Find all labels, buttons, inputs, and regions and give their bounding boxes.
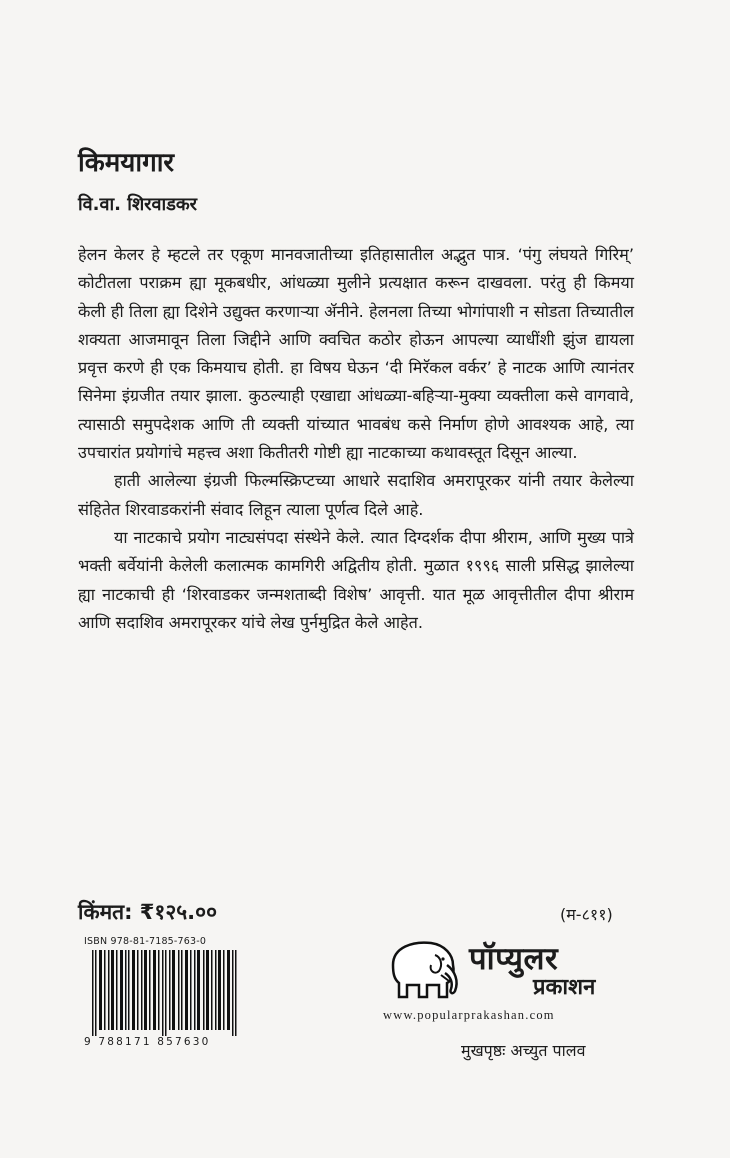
publisher-website[interactable]: www.popularprakashan.com [383,1008,555,1022]
isbn-label: ISBN 978-81-7185-763-0 [84,936,207,947]
blurb-paragraph-2: हाती आलेल्या इंग्रजी फिल्मस्क्रिप्टच्या आधारे सदाशिव अमरापूरकर यांनी तयार केलेल्या संहितेत शिरवाडकरांनी संवाद लिहून त्याला पूर्णत्व दिले आहे. [78,471,634,519]
book-author: वि.वा. शिरवाडकर [78,194,198,215]
barcode-bars [92,950,238,1036]
publisher-logo [383,935,645,1003]
barcode [84,936,242,1051]
price: किंमत: ₹१२५.०० [78,900,217,924]
blurb-paragraph-1: हेलन केलर हे म्हटले तर एकूण मानवजातीच्या इतिहासातील अद्भुत पात्र. ‘पंगु लंघयते गिरिम्’ कोटीतला पराक्रम ह्या मूकबधीर, आंधळ्या मुलीने प्रत्यक्षात करून दाखवला. परंतु ही किमया केली ही तिला ह्या दिशेने उद्युक्त करणाऱ्या ॲनीने. हेलनला तिच्या भोगांपाशी न सोडता तिच्यातील शक्यता आजमावून तिला जिद्दीने आणि क्वचित कठोर होऊन आपल्या व्याधींशी झुंज द्यायला प्रवृत्त करणे ही एक किमयाच होती. हा विषय घेऊन ‘दी मिरॅकल वर्कर’ हे नाटक आणि त्यानंतर सिनेमा इंग्रजीत तयार झाला. कुठल्याही एखाद्या आंधळ्या-बहिऱ्या-मुक्या व्यक्तीला कसे वागवावे, त्यासाठी समुपदेशक आणि ती व्यक्ती यांच्यात भावबंध कसे निर्माण होणे आवश्यक आहे, त्या उपचारांत प्रयोगांचे महत्त्व अशा कितीतरी गोष्टी ह्या नाटकाच्या कथावस्तूत दिसून आल्या. [78,245,634,463]
elephant-icon [383,935,463,1001]
blurb-paragraph-3: या नाटकाचे प्रयोग नाट्यसंपदा संस्थेने केले. त्यात दिग्दर्शक दीपा श्रीराम, आणि मुख्य पात्रे भक्ती बर्वेयांनी केलेली कलात्मक कामगिरी अद्वितीय होती. मुळात १९९६ साली प्रसिद्ध झालेल्या ह्या नाटकाची ही ‘शिरवाडकर जन्मशताब्दी विशेष’ आवृत्ती. यात मूळ आवृत्तीतील दीपा श्रीराम आणि सदाशिव अमरापूरकर यांचे लेख पुर्नमुद्रित केले आहेत. [78,527,634,632]
barcode-digits: 9 788171 857630 [84,1036,211,1048]
blurb [78,241,634,637]
cover-credit: मुखपृष्ठः अच्युत पालव [461,1041,586,1060]
publisher-name: पॉप्युलर [469,941,559,977]
catalog-code: (म-८११) [560,905,613,924]
publisher-subname: प्रकाशन [533,975,596,1000]
book-title: किमयागार [78,148,175,178]
